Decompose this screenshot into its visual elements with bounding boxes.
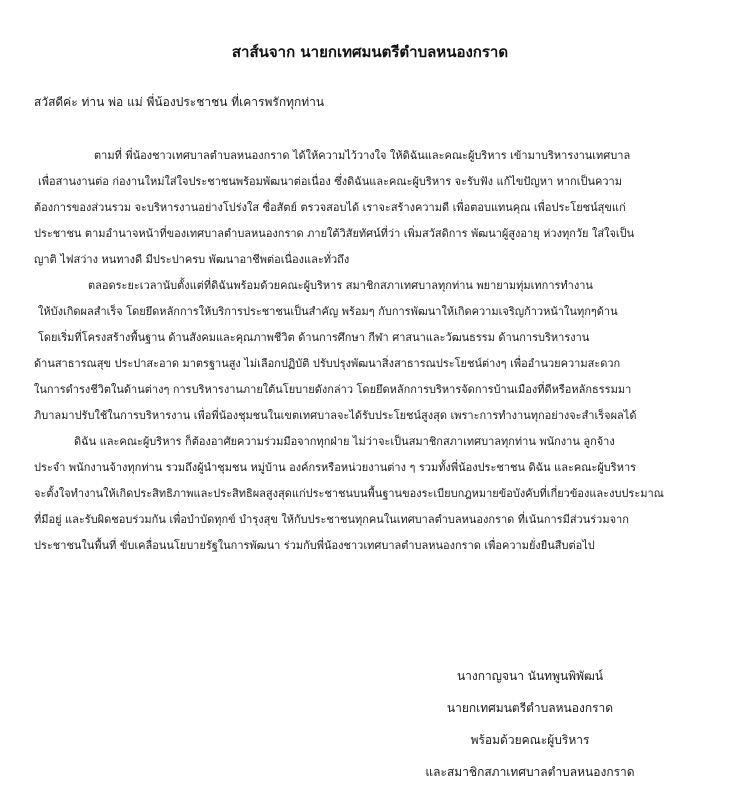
body-line: ด้านสาธารณสุข ประปาสะอาด มาตรฐานสูง ไม่เลือกปฏิบัติ ปรับปรุงพัฒนาสิ่งสาธารณประโยชน์ต่างๆ เพื่ออำนวยความสะดวก: [34, 357, 621, 370]
signer-name: นางกาญจนา นันทพูนพิพัฒน์: [456, 669, 604, 683]
signer-line-4: และสมาชิกสภาเทศบาลตำบลหนองกราด: [425, 765, 635, 779]
signature-block: [370, 663, 690, 791]
body-line: ประชาชนในพื้นที่ ขับเคลื่อนนโยบายรัฐในการพัฒนา ร่วมกับพี่น้องชาวเทศบาลตำบลหนองกราด เพื่อความยั่งยืนสืบต่อไป: [34, 539, 595, 552]
body-line: ตลอดระยะเวลานับตั้งแต่ที่ดิฉันพร้อมด้วยคณะผู้บริหาร สมาชิกสภาเทศบาลทุกท่าน พยายามทุ่มเทการทำงาน: [88, 279, 593, 292]
signer-line-3: พร้อมด้วยคณะผู้บริหาร: [470, 733, 590, 747]
greeting-line: สวัสดีค่ะ ท่าน พ่อ แม่ พี่น้องประชาชน ที่เคารพรักทุกท่าน: [34, 95, 325, 109]
body-line: ตามที่ พี่น้องชาวเทศบาลตำบลหนองกราด ได้ให้ความไว้วางใจ ให้ดิฉันและคณะผู้บริหาร เข้ามาบริหารงานเทศบาล: [94, 149, 631, 162]
body-line: เพื่อสานงานต่อ ก่องานใหม่ใส่ใจประชาชนพร้อมพัฒนาต่อเนื่อง ซึ่งดิฉันและคณะผู้บริหาร จะรับฟัง แก้ไขปัญหา หากเป็นความ: [38, 175, 622, 188]
body-line: ประจำ พนักงานจ้างทุกท่าน รวมถึงผู้นำชุมชน หมู่บ้าน องค์กรหรือหน่วยงานต่าง ๆ รวมทั้งพี่น้องประชาชน ดิฉัน และคณะผู้บริหาร: [34, 461, 637, 474]
body-line: ญาติ ไฟสว่าง หนทางดี มีประปาครบ พัฒนาอาชีพต่อเนื่องและทั่วถึง: [34, 253, 350, 266]
body-line: โดยเริ่มที่โครงสร้างพื้นฐาน ด้านสังคมและคุณภาพชีวิต ด้านการศึกษา กีฬา ศาสนาและวัฒนธรรม ด้านการบริหารงาน: [38, 331, 590, 344]
body-line: ดิฉัน และคณะผู้บริหาร ก็ต้องอาศัยความร่วมมือจากทุกฝ่าย ไม่ว่าจะเป็นสมาชิกสภาเทศบาลทุกท่าน พนักงาน ลูกจ้าง: [74, 435, 615, 448]
body-line: ในการดำรงชีวิตในด้านต่างๆ การบริหารงานภายใต้นโยบายดังกล่าว โดยยึดหลักการบริหารจัดการบ้านเมืองที่ดีหรือหลักธรรมมา: [34, 383, 632, 396]
body-line: ภิบาลมาปรับใช้ในการบริหารงาน เพื่อพี่น้องชุมชนในเขตเทศบาลจะได้รับประโยชน์สูงสุด เพราะการทำงานทุกอย่างจะสำเร็จผลได้: [34, 409, 637, 422]
signer-position: นายกเทศมนตรีตำบลหนองกราด: [446, 701, 614, 715]
letter-body: [34, 143, 694, 559]
body-line: ให้บังเกิดผลสำเร็จ โดยยึดหลักการให้บริการประชาชนเป็นสำคัญ พร้อมๆ กับการพัฒนาให้เกิดความเจริญก้าวหน้าในทุกๆด้าน: [38, 305, 618, 318]
body-line: ต้องการของส่วนรวม จะบริหารงานอย่างโปร่งใส ซื่อสัตย์ ตรวจสอบได้ เราจะสร้างความดี เพื่อตอบแทนคุณ เพื่อประโยชน์สุขแก่: [34, 201, 626, 214]
body-line: จะตั้งใจทำงานให้เกิดประสิทธิภาพและประสิทธิผลสูงสุดแก่ประชาชนบนพื้นฐานของระเบียบกฎหมายข้อบังคับที่เกี่ยวข้องและงบประมาณ: [34, 487, 664, 500]
body-line: ที่มีอยู่ และรับผิดชอบร่วมกัน เพื่อบำบัดทุกข์ บำรุงสุข ให้กับประชาชนทุกคนในเทศบาลตำบลหนองกราด ที่เน้นการมีส่วนร่วมจาก: [34, 513, 629, 526]
body-line: ประชาชน ตามอำนาจหน้าที่ของเทศบาลตำบลหนองกราด ภายใต้วิสัยทัศน์ที่ว่า เพิ่มสวัสดิการ พัฒนาผู้สูงอายุ ห่วงทุกวัย ใส่ใจเป็น: [34, 227, 635, 240]
letter-title: สาส์นจาก นายกเทศมนตรีตำบลหนองกราด: [231, 43, 509, 61]
